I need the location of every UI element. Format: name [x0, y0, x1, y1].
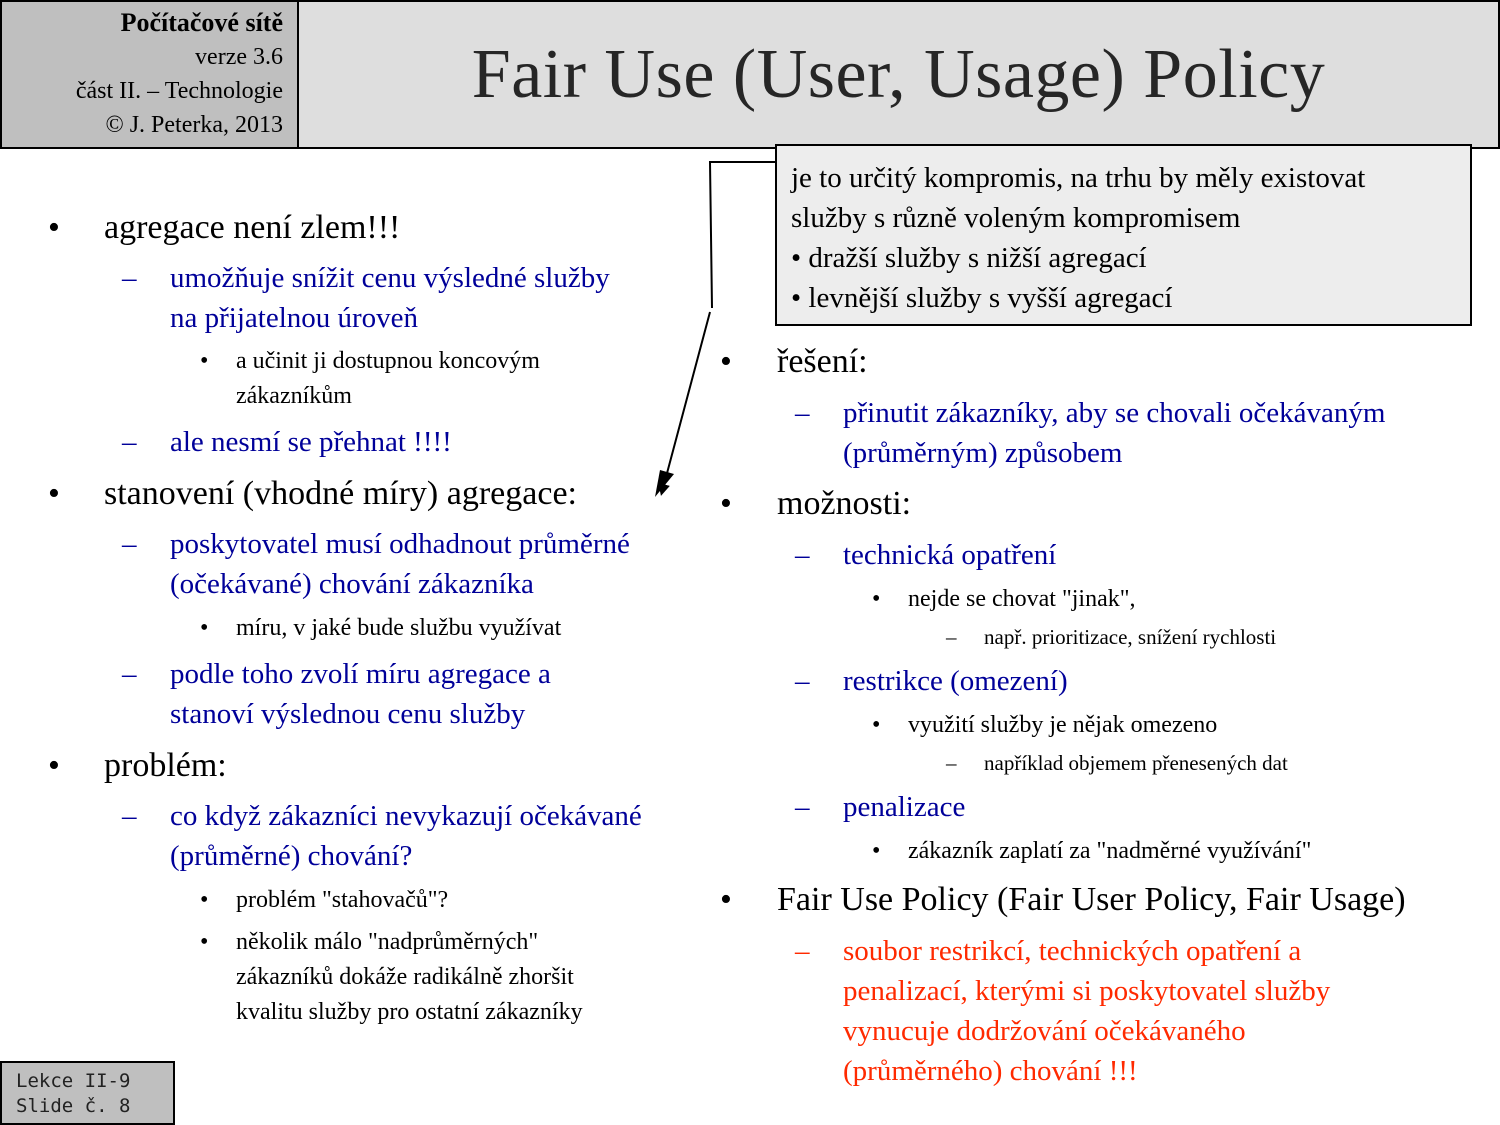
- bullet-marker: •: [872, 586, 881, 612]
- course-info-box: [0, 0, 299, 149]
- lesson-number: Lekce II-9: [16, 1070, 131, 1092]
- bullet-marker: •: [720, 881, 732, 918]
- bullet-text: stanovení (vhodné míry) agregace:: [104, 475, 577, 512]
- bullet-marker: •: [200, 887, 209, 913]
- dash-marker: –: [122, 528, 137, 560]
- sub-bullet-text: (průměrné) chování?: [170, 840, 413, 872]
- detail-text: a učinit ji dostupnou koncovým: [236, 348, 540, 374]
- sub-bullet-text: (průměrným) způsobem: [843, 437, 1123, 469]
- sub-bullet-text: přinutit zákazníky, aby se chovali očekávaným: [843, 397, 1386, 429]
- slide-number: Slide č. 8: [16, 1095, 131, 1117]
- highlight-text: penalizací, kterými si poskytovatel služby: [843, 975, 1331, 1007]
- dash-marker: –: [122, 658, 137, 690]
- highlight-text: soubor restrikcí, technických opatření a: [843, 935, 1302, 967]
- bullet-text: možnosti:: [777, 485, 912, 522]
- bullet-marker: •: [200, 929, 209, 955]
- dash-marker: –: [795, 539, 810, 571]
- highlight-text: (průměrného) chování !!!: [843, 1055, 1138, 1087]
- detail-text: problém "stahovačů"?: [236, 887, 449, 913]
- bullet-marker: •: [48, 475, 60, 512]
- bullet-text: problém:: [104, 747, 227, 784]
- detail-text: zákazníkům: [236, 383, 352, 409]
- bullet-marker: •: [872, 838, 881, 864]
- callout-line: je to určitý kompromis, na trhu by měly existovat: [791, 162, 1366, 194]
- slide-title-box: [299, 0, 1500, 149]
- sub-bullet-text: (očekávané) chování zákazníka: [170, 568, 534, 600]
- bullet-marker: •: [48, 209, 60, 246]
- dash-marker: –: [795, 665, 810, 697]
- bullet-marker: •: [720, 343, 732, 380]
- detail-text: zákazníků dokáže radikálně zhoršit: [236, 964, 574, 990]
- sub-bullet-text: umožňuje snížit cenu výsledné služby: [170, 262, 610, 294]
- detail-text: nejde se chovat "jinak",: [908, 586, 1136, 612]
- detail-text: kvalitu služby pro ostatní zákazníky: [236, 999, 583, 1025]
- compromise-callout: [775, 144, 1472, 326]
- course-name: Počítačové sítě: [120, 8, 283, 37]
- dash-marker: –: [795, 791, 810, 823]
- bullet-text: Fair Use Policy (Fair User Policy, Fair Usage): [777, 881, 1406, 918]
- dash-marker: –: [122, 426, 137, 458]
- course-version: verze 3.6: [195, 44, 283, 70]
- bullet-marker: •: [48, 747, 60, 784]
- callout-line: • levnější služby s vyšší agregací: [791, 282, 1173, 314]
- bullet-marker: •: [200, 348, 209, 374]
- detail-text: několik málo "nadprůměrných": [236, 929, 539, 955]
- sub-bullet-text: ale nesmí se přehnat !!!!: [170, 426, 452, 458]
- bullet-text: řešení:: [777, 343, 868, 380]
- detail-text: využití služby je nějak omezeno: [908, 712, 1218, 738]
- detail-text: zákazník zaplatí za "nadměrné využívání": [908, 838, 1312, 864]
- dash-marker: –: [946, 625, 957, 649]
- sub-bullet-text: na přijatelnou úroveň: [170, 302, 419, 334]
- slide-title: Fair Use (User, Usage) Policy: [471, 35, 1326, 113]
- bullet-marker: •: [200, 615, 209, 641]
- dash-marker: –: [122, 800, 137, 832]
- dash-marker: –: [122, 262, 137, 294]
- dash-marker: –: [795, 935, 810, 967]
- sub-bullet-text: co když zákazníci nevykazují očekávané: [170, 800, 642, 832]
- sub-bullet-text: penalizace: [843, 791, 966, 823]
- lesson-slide-box: [0, 1061, 175, 1125]
- sub-bullet-text: podle toho zvolí míru agregace a: [170, 658, 551, 690]
- bullet-text: agregace není zlem!!!: [104, 209, 401, 246]
- course-part: část II. – Technologie: [75, 78, 283, 104]
- course-author: © J. Peterka, 2013: [105, 112, 283, 138]
- sub-bullet-text: restrikce (omezení): [843, 665, 1068, 697]
- detail-subtext: např. prioritizace, snížení rychlosti: [984, 625, 1277, 649]
- highlight-text: vynucuje dodržování očekávaného: [843, 1015, 1246, 1047]
- dash-marker: –: [795, 397, 810, 429]
- detail-subtext: například objemem přenesených dat: [984, 751, 1288, 775]
- sub-bullet-text: technická opatření: [843, 539, 1057, 571]
- bullet-marker: •: [720, 485, 732, 522]
- callout-line: služby s různě voleným kompromisem: [791, 202, 1241, 234]
- dash-marker: –: [946, 751, 957, 775]
- sub-bullet-text: poskytovatel musí odhadnout průměrné: [170, 528, 630, 560]
- detail-text: míru, v jaké bude službu využívat: [236, 615, 562, 641]
- callout-line: • dražší služby s nižší agregací: [791, 242, 1147, 274]
- bullet-marker: •: [872, 712, 881, 738]
- sub-bullet-text: stanoví výslednou cenu služby: [170, 698, 526, 730]
